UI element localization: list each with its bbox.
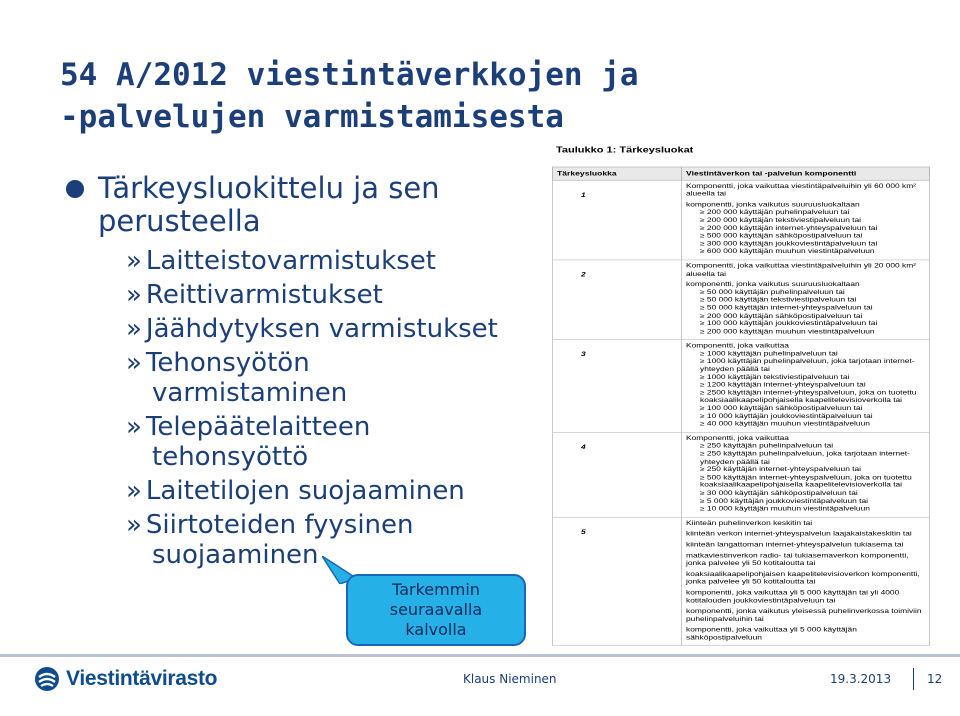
sub-bullet-marker: » [126, 280, 142, 310]
criterion-item: ≥ 5 000 käyttäjän joukkoviestintäpalveluun tai [700, 496, 869, 505]
criterion-item: ≥ 40 000 käyttäjän muuhun viestintäpalveluun [700, 419, 870, 428]
criterion-item: ≥ 10 000 käyttäjän muuhun viestintäpalveluun [700, 504, 870, 512]
table-row [553, 260, 930, 340]
component-cell [682, 432, 930, 517]
criterion-item: ≥ 200 000 käyttäjän internet-yhteyspalveluun tai [700, 223, 878, 232]
criterion-item: ≥ 10 000 käyttäjän joukkoviestintäpalveluun tai [700, 411, 873, 420]
table-header-row [553, 167, 930, 180]
sub-bullet-text: Tehonsyötön [145, 348, 310, 378]
sub-bullet-item [126, 348, 544, 408]
bullet-list [64, 172, 544, 570]
sub-bullet-text: Siirtoteiden fyysinen [145, 510, 414, 540]
callout-box [346, 574, 526, 646]
footer-logo [34, 664, 264, 694]
criterion-item: ≥ 200 000 käyttäjän puhelinpalveluun tai [700, 208, 850, 216]
sub-bullet-item [126, 412, 544, 472]
criterion-item: ≥ 600 000 käyttäjän muuhun viestintäpalveluun [700, 247, 875, 255]
component-lead: komponentti, jonka vaikutus suuruusluokaltaan [686, 280, 860, 288]
sub-bullet-item [126, 246, 544, 276]
criterion-item: ≥ 50 000 käyttäjän puhelinpalveluun tai [700, 288, 845, 296]
logo-mark-icon [34, 666, 60, 692]
table-row [553, 432, 930, 517]
title-line-1: 54 A/2012 viestintäverkkojen ja [60, 57, 639, 93]
level-cell: 2 [553, 260, 682, 340]
level-cell: 3 [553, 340, 682, 433]
sub-bullet-marker: » [126, 412, 142, 442]
criterion-item: ≥ 250 käyttäjän puhelinpalveluun tai [700, 442, 834, 450]
component-text [686, 588, 925, 604]
footer-separator [913, 668, 914, 690]
criterion-item: ≥ 250 käyttäjän internet-yhteyspalveluun tai [700, 465, 862, 473]
sub-bullet-text: Laitteistovarmistukset [145, 246, 436, 276]
component-lead: kiinteän langattoman internet-yhteyspalvelun tukiasema tai [686, 540, 904, 548]
criterion-item: ≥ 1000 käyttäjän puhelinpalveluun, joka tarjotaan internet-yhteyden päällä tai [700, 357, 915, 373]
sub-bullet-item [126, 314, 544, 344]
table-caption: Taulukko 1: Tärkeysluokat [556, 146, 694, 155]
component-cell [682, 340, 930, 433]
criterion-item: ≥ 2500 käyttäjän internet-yhteyspalveluun, joka on tuotettu koaksiaalikaapelipohjaisella kaapelitelevisioverkolla tai [700, 388, 917, 404]
component-lead: komponentti, jonka vaikutus suuruusluokaltaan [686, 200, 860, 208]
sub-bullet-text: suojaaminen [152, 540, 319, 570]
criterion-item: ≥ 1000 käyttäjän puhelinpalveluun tai [700, 349, 838, 357]
table-row [553, 180, 930, 260]
criterion-item: ≥ 300 000 käyttäjän joukkoviestintäpalveluun tai [700, 239, 878, 247]
main-bullet-text: Tärkeysluokittelu ja sen perusteella [98, 171, 440, 238]
criterion-item: ≥ 200 000 käyttäjän muuhun viestintäpalveluun [700, 327, 875, 335]
sub-bullet-text: Laitetilojen suojaaminen [145, 476, 465, 506]
component-lead: komponentti, joka vaikuttaa yli 5 000 käyttäjän sähköpostipalveluun [686, 625, 857, 641]
callout-line-3: kalvolla [405, 620, 467, 639]
component-cell [682, 180, 930, 260]
component-text [686, 540, 925, 548]
component-text [686, 200, 925, 255]
sub-bullet-text: Reittivarmistukset [145, 280, 383, 310]
footer-date: 19.3.2013 [830, 672, 892, 686]
sub-bullet-text: tehonsyöttö [152, 442, 309, 472]
component-text [686, 626, 925, 642]
level-cell: 4 [553, 432, 682, 517]
sub-bullet-list [64, 246, 544, 570]
component-text [686, 519, 925, 527]
sub-bullet-marker: » [126, 314, 142, 344]
component-lead: Komponentti, joka vaikuttaa [686, 434, 789, 442]
criterion-item: ≥ 500 käyttäjän internet-yhteyspalveluun, joka on tuotettu koaksiaalikaapelipohjaisella kaapelitelevisioverkolla tai [700, 473, 912, 489]
sub-bullet-marker: » [126, 476, 142, 506]
criterion-item: ≥ 1200 käyttäjän internet-yhteyspalveluun tai [700, 380, 866, 389]
sub-bullet-marker: » [126, 246, 142, 276]
component-lead: kiinteän verkon internet-yhteyspalvelun laajakaistakeskitin tai [686, 529, 912, 538]
criterion-item: ≥ 200 000 käyttäjän tekstiviestipalveluun tai [700, 216, 862, 224]
component-text [686, 262, 925, 278]
component-cell [682, 517, 930, 646]
col-header-level: Tärkeysluokka [553, 167, 682, 180]
component-text [686, 551, 925, 567]
component-lead: matkaviestinverkon radio- tai tukiasemaverkon komponentti, jonka palvelee yli 50 kotitaloutta tai [686, 551, 909, 567]
component-lead: komponentti, joka vaikuttaa yli 5 000 käyttäjän tai yli 4000 kotitalouden joukkoviestintäpalveluun tai [686, 588, 900, 604]
component-lead: komponentti, jonka vaikutus yleisessä puhelinverkossa toimiviin puhelinpalveluihin tai [686, 606, 922, 623]
component-lead: Komponentti, joka vaikuttaa viestintäpalveluihin yli 20 000 km² alueella tai [686, 261, 916, 277]
sub-bullet-text: Jäähdytyksen varmistukset [145, 314, 498, 344]
footer-page-number: 12 [927, 672, 943, 686]
table-row [553, 340, 930, 433]
callout-line-1: Tarkemmin [392, 580, 480, 599]
top-strip [0, 0, 960, 26]
component-lead: koaksiaalikaapelipohjaisen kaapelitelevisioverkon komponentti, jonka palvelee yli 50 kotitaloutta tai [686, 569, 920, 586]
component-lead: Kiinteän puhelinverkon keskitin tai [686, 518, 813, 527]
criterion-item: ≥ 50 000 käyttäjän tekstiviestipalveluun tai [700, 295, 857, 304]
sub-bullet-text: Telepäätelaitteen [145, 412, 371, 442]
component-text [686, 434, 925, 512]
criterion-item: ≥ 500 000 käyttäjän sähköpostipalveluun tai [700, 231, 863, 240]
level-cell: 5 [553, 517, 682, 646]
footer-author: Klaus Nieminen [463, 672, 557, 686]
table-body [553, 180, 930, 646]
criterion-item: ≥ 100 000 käyttäjän joukkoviestintäpalveluun tai [700, 319, 878, 327]
component-text [686, 607, 925, 623]
component-text [686, 530, 925, 538]
sub-bullet-marker: » [126, 348, 142, 378]
level-cell: 1 [553, 180, 682, 260]
criterion-item: ≥ 1000 käyttäjän tekstiviestipalveluun tai [700, 372, 850, 381]
sub-bullet-text: varmistaminen [152, 378, 348, 408]
criterion-item: ≥ 250 käyttäjän puhelinpalveluun, joka tarjotaan internet-yhteyden päällä tai [700, 449, 910, 466]
footer-divider [0, 654, 960, 657]
sub-bullet-item [126, 280, 544, 310]
criterion-item: ≥ 50 000 käyttäjän internet-yhteyspalveluun tai [700, 303, 873, 312]
component-text [686, 570, 925, 586]
component-lead: Komponentti, joka vaikuttaa viestintäpalveluihin yli 60 000 km² alueella tai [686, 181, 916, 198]
logo-wordmark: Viestintävirasto [66, 667, 218, 690]
sub-bullet-item [126, 476, 544, 506]
component-text [686, 182, 925, 198]
criterion-item: ≥ 200 000 käyttäjän sähköpostipalveluun tai [700, 311, 863, 319]
classification-table-image [552, 146, 932, 646]
title-line-2: -palvelujen varmistamisesta [60, 99, 564, 135]
criterion-item: ≥ 100 000 käyttäjän sähköpostipalveluun tai [700, 404, 863, 412]
criterion-item: ≥ 30 000 käyttäjän sähköpostipalveluun tai [700, 488, 858, 497]
component-lead: Komponentti, joka vaikuttaa [686, 341, 789, 350]
main-bullet [64, 172, 544, 238]
slide-title [60, 54, 760, 138]
col-header-component: Viestintäverkon tai -palvelun komponentti [682, 167, 930, 180]
bullet-dot-icon [66, 180, 84, 198]
callout-line-2: seuraavalla [389, 600, 483, 619]
component-text [686, 342, 925, 428]
component-text [686, 280, 925, 335]
sub-bullet-marker: » [126, 510, 142, 540]
component-cell [682, 260, 930, 340]
classification-table [552, 167, 930, 647]
table-row [553, 517, 930, 646]
